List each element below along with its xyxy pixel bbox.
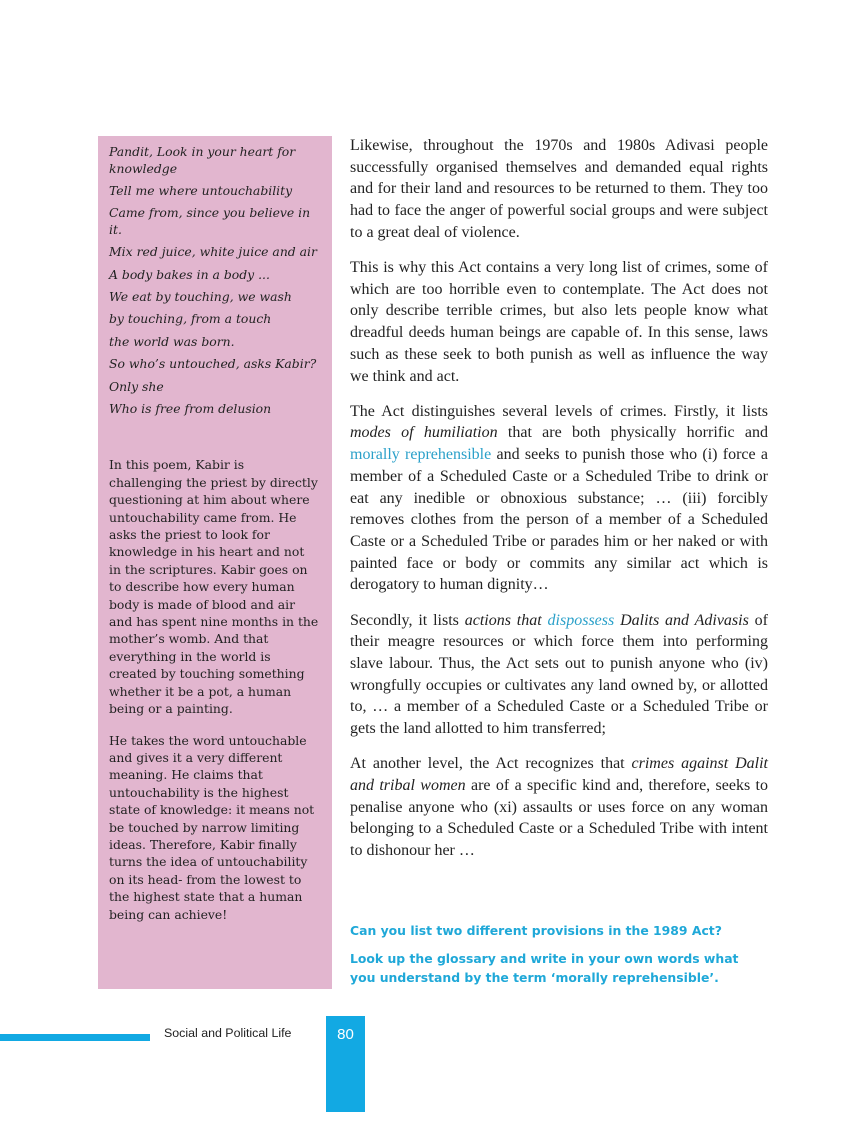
glossary-term-morally-reprehensible: morally reprehensible	[350, 446, 492, 464]
poem-line: by touching, from a touch	[109, 311, 272, 327]
text-run: Secondly, it lists	[350, 611, 465, 629]
text-run: At another level, the Act recognizes that	[350, 755, 632, 773]
poem-line: the world was born.	[109, 333, 235, 349]
question-2: Look up the glossary and write in your own words what you understand by the term ‘morally reprehensible’.	[350, 950, 739, 985]
text-run: are of a specific kind and, therefore, seeks to penalise anyone who (xi) assaults or uses force on any woman belonging to a Scheduled Caste or a Scheduled Tribe with intent to dishonour her …	[350, 776, 769, 860]
poem-line: A body bakes in a body ...	[109, 266, 270, 282]
poem-line: Tell me where untouchability	[109, 182, 293, 198]
paragraph-levels-of-crimes	[350, 401, 768, 596]
question-1: Can you list two different provisions in the 1989 Act?	[350, 923, 722, 938]
poem-explanation-2: He takes the word untouchable and gives it a very different meaning. He claims that untouchability is the highest state of knowledge: it means not be touched by narrow limiting ideas. Therefore, Kabir finally turns the idea of untouchability on its head- from the lowest to the highest state that a human being can achieve!	[109, 732, 315, 922]
poem-line: Only she	[109, 378, 164, 394]
italic-term: crimes against Dalit and tribal women	[350, 755, 768, 794]
page-number: 80	[337, 1026, 354, 1043]
poem-line: Pandit, Look in your heart for knowledge	[109, 144, 296, 176]
italic-term: actions that	[464, 611, 548, 629]
poem-line: So who’s untouched, asks Kabir?	[109, 356, 317, 372]
paragraph-dispossession	[350, 610, 768, 740]
poem-explanation-1: In this poem, Kabir is challenging the priest by directly questioning at him about where untouchability came from. He asks the priest to look for knowledge in his heart and not in the scriptures. Kabir goes on to describe how every human body is made of blood and air and has spent nine months in the mother’s womb. And that everything in the world is created by touching something whether it be a pot, a human being or a painting.	[109, 457, 319, 717]
paragraph-crimes-against-women	[350, 753, 768, 862]
questions-box	[350, 921, 768, 996]
poem-line: We eat by touching, we wash	[109, 288, 292, 304]
glossary-term-dispossess: dispossess	[547, 611, 615, 629]
footer-accent-bar	[0, 1034, 150, 1041]
book-title: Social and Political Life	[164, 1026, 292, 1040]
italic-term: modes of humiliation	[350, 424, 498, 442]
text-run: The Act distinguishes several levels of crimes. Firstly, it lists	[350, 402, 768, 420]
text-run: that are both physically horrific and	[497, 424, 769, 442]
paragraph-list-of-crimes: This is why this Act contains a very long list of crimes, some of which are too horrible even to contemplate. The Act does not only describe terrible crimes, but also lets people know what dreadful deeds human beings are capable of. In this sense, laws such as these seek to both punish as well as influence the way we think and act.	[350, 259, 768, 385]
page-number-tab	[326, 1016, 365, 1112]
poem-line: Came from, since you believe in it.	[109, 205, 311, 237]
text-run: of their meagre resources or which force them into performing slave labour. Thus, the Act sets out to punish anyone who (iv) wrongfully occupies or cultivates any land owned by, or allotted to, … a member of a Scheduled Caste or a Scheduled Tribe or gets the land allotted to him transferred;	[350, 611, 769, 738]
poem-sidebar	[98, 136, 332, 989]
text-run: and seeks to punish those who (i) force a member of a Scheduled Caste or a Scheduled Tribe to drink or eat any inedible or obnoxious substance; … (iii) forcibly removes clothes from the person of a member of a Scheduled Caste or a Scheduled Tribe or parades him or her naked or with painted face or body or commits any similar act which is derogatory to human dignity…	[350, 446, 769, 594]
poem-line: Who is free from delusion	[109, 400, 272, 416]
paragraph-adivasi: Likewise, throughout the 1970s and 1980s Adivasi people successfully organised themselves and demanded equal rights and for their land and resources to be returned to them. They too had to face the anger of powerful social groups and were subject to a great deal of violence.	[350, 137, 768, 241]
poem	[109, 144, 320, 417]
main-text	[350, 135, 768, 875]
poem-line: Mix red juice, white juice and air	[109, 244, 317, 260]
italic-term: Dalits and Adivasis	[614, 611, 749, 629]
